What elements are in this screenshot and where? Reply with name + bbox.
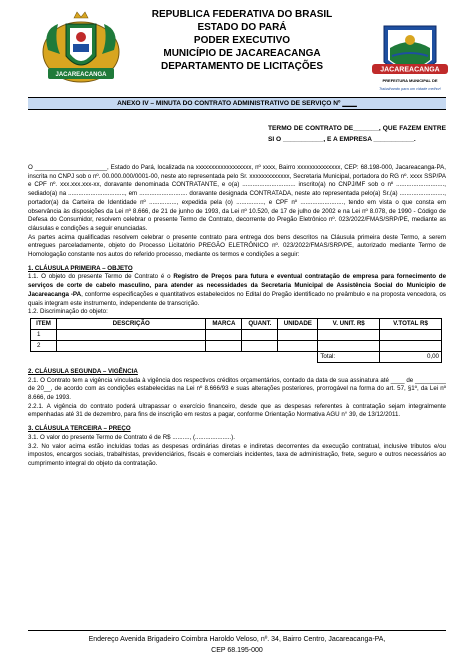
table-cell [56, 329, 205, 340]
clause-3-1: 3.1. O valor do presente Termo de Contrato é de R$ .........., (.....................). [28, 433, 235, 441]
table-total-value: 0,00 [380, 351, 442, 362]
crest-right-slogan: Trabalhando para um cidade melhor! [379, 87, 441, 91]
clause-1-1-tail: , conforme especificações e quantitativos estabelecidos no Edital do Pregão identificado no preâmbulo e na proposta vencedora, os quais integram este instrumento, independente de transcrição. [28, 290, 446, 307]
annex-title-bar [28, 97, 446, 110]
annex-title: ANEXO IV – MINUTA DO CONTRATO ADMINISTRATIVO DE SERVIÇO Nº [117, 100, 341, 107]
document-header [0, 0, 474, 118]
contract-body [28, 164, 446, 469]
table-header-cell: DESCRIÇÃO [56, 318, 205, 329]
table-cell [278, 329, 318, 340]
table-header-cell: QUANT. [242, 318, 278, 329]
header-title-block [118, 8, 366, 73]
crest-left-label: JACAREACANGA [55, 72, 107, 78]
clause-2-2-1: 2.2.1. A vigência do contrato poderá ultrapassar o exercício financeiro, desde que as despesas referentes à contratação sejam integralmente empenhadas até 31 de dezembro, para fins de inscrição em restos a pagar, conforme Orientação Normativa AGU n° 39, de 13/12/2011. [28, 402, 446, 419]
header-line-republic: REPUBLICA FEDERATIVA DO BRASIL [151, 9, 333, 20]
header-line-municipality: MUNICÍPIO DE JACAREACANGA [163, 48, 321, 59]
table-cell [242, 340, 278, 351]
table-header-cell: V. UNIT. R$ [318, 318, 380, 329]
clause-2-1: 2.1. O Contrato tem a vigência vinculada à vigência dos respectivos créditos orçamentários, contado da data de sua assinatura até ____ de _________ de 20__, de acordo com as condições estabelecidas na Lei nº 8.666/93 e suas alterações posteriores, prorrogável na forma do art. 57, §1º, da Lei nº 8.666, de 1993. [28, 376, 446, 402]
table-cell: 2 [31, 340, 57, 351]
table-cell [318, 329, 380, 340]
municipal-coat-of-arms-icon [40, 10, 122, 92]
document-footer [28, 634, 446, 656]
clause-1-2: 1.2. Discriminação do objeto: [28, 308, 108, 316]
prefeitura-logo-icon [370, 18, 450, 98]
crest-right-caption: PREFEITURA MUNICIPAL DE [382, 78, 438, 83]
table-cell [206, 329, 242, 340]
table-header-cell: ITEM [31, 318, 57, 329]
parties-paragraph: As partes acima qualificadas resolvem celebrar o presente contrato para entrega dos bens descritos na Cláusula primeira deste Termo, a serem entregues parceladamente, objeto do Processo Licitatório PREGÃO ELETRÔNICO nº. 023/2022/FMAS/SRP/PE, autorizado mediante Termo de Homologação constante nos autos do referido processo, mediante os termos e condições a seguir: [28, 233, 446, 259]
table-header-row [31, 318, 442, 329]
table-total-row [31, 351, 442, 362]
header-line-state: ESTADO DO PARÁ [197, 22, 287, 33]
table-cell: 1 [31, 329, 57, 340]
header-line-department: DEPARTAMENTO DE LICITAÇÕES [160, 61, 324, 72]
clause-1-1 [28, 273, 446, 308]
contract-term-heading: TERMO DE CONTRATO DE_______, QUE FAZEM ENTRE SI O ___________, E A EMPRESA ___________. [268, 125, 446, 143]
table-cell [206, 340, 242, 351]
table-cell [380, 329, 442, 340]
clause-2-title: 2. CLÁUSULA SEGUNDA – VIGÊNCIA [28, 367, 138, 375]
table-row [31, 329, 442, 340]
table-cell [278, 340, 318, 351]
footer-postal-code: CEP 68.195-000 [211, 647, 263, 654]
footer-divider [28, 630, 446, 631]
annex-number-blank: ____ [342, 100, 357, 107]
clause-1-title: 1. CLÁUSULA PRIMEIRA – OBJETO [28, 264, 133, 272]
header-line-executive: PODER EXECUTIVO [193, 35, 291, 46]
table-cell [242, 329, 278, 340]
table-cell [56, 340, 205, 351]
clause-3-title: 3. CLÁUSULA TERCEIRA – PREÇO [28, 425, 131, 433]
clause-1-1-lead: 1.1. O objeto do presente Termo de Contrato é o [28, 273, 174, 281]
clause-3-2: 3.2. No valor acima estão incluídas todas as despesas ordinárias diretas e indiretas decorrentes da execução contratual, inclusive tributos e/ou impostos, encargos sociais, trabalhistas, previdenciários, fiscais e comerciais incidentes, taxa de administração, frete, seguro e outros necessários ao cumprimento integral do objeto da contratação. [28, 442, 446, 467]
crest-right-banner: JACAREACANGA [380, 66, 440, 74]
table-header-cell: UNIDADE [278, 318, 318, 329]
table-header-cell: MARCA [206, 318, 242, 329]
footer-address: Endereço Avenida Brigadeiro Coimbra Haroldo Veloso, nº. 34, Bairro Centro, Jacareacanga-PA, [88, 636, 386, 643]
clause-1-1-object: Registro de Preços para futura e eventual contratação de empresa para fornecimento de serviços de corte de cabelo masculino, para atender as necessidades da Secretaria Municipal de Assistência Social do Município de Jacareacanga -PA [28, 273, 447, 298]
table-cell [380, 340, 442, 351]
preamble-paragraph: O _____________________, Estado do Pará, localizada na xxxxxxxxxxxxxxxxxx, nº xxxx, Bairro xxxxxxxxxxxxxx, CEP: 68.198-000, Jacareacanga-PA, inscrita no CNPJ sob o nº. 00.000.000/0001-00, neste ato representada pelo Sr. xxxxxxxxxxxxx, Secretaria Municipal, portadora do RG nº. xxxx SSP/PA e CPF nº. xxx.xxx.xxx-xx, doravante denominada CONTRATANTE, e o(a) ............................... inscrito(a) no CNPJ/MF sob o nº ............................, sediado(a) na ................................., em ............................ doravante designada CONTRATADA, neste ato representada pelo(a) Sr.(a) .........................., portador(a) da Carteira de Identidade nº ................, expedida pela (o) ................, e CPF nº ........................., tendo em vista o que consta em observância às disposições da Lei nº 8.666, de 21 de junho de 1993, da Lei nº 10.520, de 17 de julho de 2002 e na Lei nº 8.078, de 1990 - Código de Defesa do Consumidor, resolvem celebrar o presente Termo de Contrato, decorrente do Pregão Eletrônico nº. 023/2022/FMAS/SRP/PE, mediante as cláusulas e condições a seguir enunciadas. [28, 164, 446, 232]
table-total-label: Total: [318, 351, 380, 362]
table-header-cell: V.TOTAL R$ [380, 318, 442, 329]
table-row [31, 340, 442, 351]
table-cell [318, 340, 380, 351]
object-items-table [30, 318, 442, 363]
